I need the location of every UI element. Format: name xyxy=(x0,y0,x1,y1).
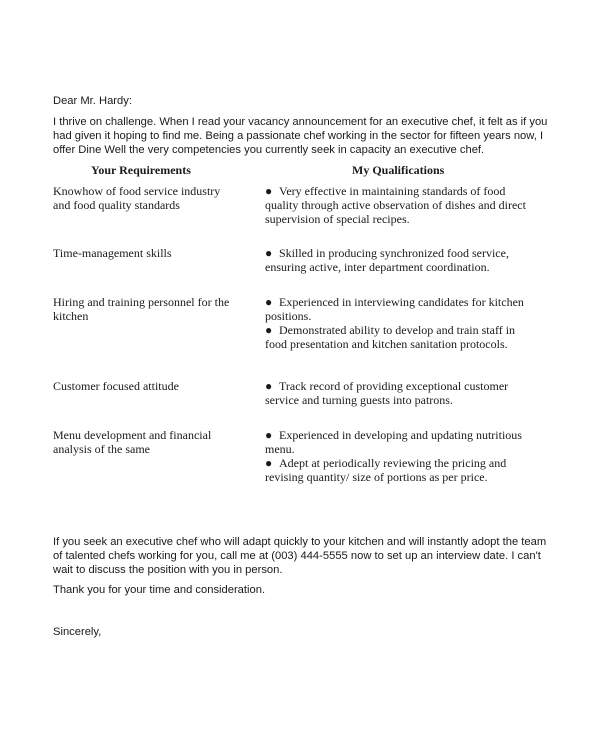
intro-paragraph: I thrive on challenge. When I read your vacancy announcement for an executive chef, it felt as if you had given it hoping to find me. Being a passionate chef working in the sector for fifteen years now, I offer Dine Well the very competencies you currently seek in capacity an executive chef. xyxy=(53,116,548,156)
requirements-header: Your Requirements xyxy=(91,163,191,177)
qualification-item: ● Experienced in interviewing candidates for kitchen positions. xyxy=(265,295,524,323)
qualification-cell xyxy=(265,295,535,351)
qualification-cell xyxy=(265,428,535,484)
qualification-item: ● Very effective in maintaining standards of food quality through active observation of dishes and direct supervision of special recipes. xyxy=(265,184,526,226)
bullet-icon: ● xyxy=(265,295,273,309)
bullet-icon: ● xyxy=(265,428,273,442)
requirement-cell: Menu development and financial analysis of the same xyxy=(53,428,212,456)
qualification-item: ● Track record of providing exceptional customer service and turning guests into patrons. xyxy=(265,379,509,407)
qualification-item: ● Skilled in producing synchronized food service, ensuring active, inter department coordination. xyxy=(265,246,509,274)
qualification-cell xyxy=(265,246,535,274)
qualification-cell xyxy=(265,379,535,407)
qualification-cell xyxy=(265,184,535,226)
signoff: Sincerely, xyxy=(53,626,102,638)
qualification-item: ● Adept at periodically reviewing the pricing and revising quantity/ size of portions as per price. xyxy=(265,456,507,484)
thanks-line: Thank you for your time and consideration. xyxy=(53,584,266,596)
bullet-icon: ● xyxy=(265,246,273,260)
closing-paragraph: If you seek an executive chef who will adapt quickly to your kitchen and will instantly adopt the team of talented chefs working for you, call me at (003) 444-5555 now to set up an interview date. I can't wait to discuss the position with you in person. xyxy=(53,536,547,576)
qualification-item: ● Experienced in developing and updating nutritious menu. xyxy=(265,428,522,456)
requirement-cell: Time-management skills xyxy=(53,246,172,260)
requirement-cell: Knowhow of food service industry and food quality standards xyxy=(53,184,221,212)
bullet-icon: ● xyxy=(265,323,273,337)
qualifications-header: My Qualifications xyxy=(352,163,445,177)
requirement-cell: Hiring and training personnel for the kitchen xyxy=(53,295,230,323)
qualification-item: ● Demonstrated ability to develop and train staff in food presentation and kitchen sanitation protocols. xyxy=(265,323,516,351)
greeting: Dear Mr. Hardy: xyxy=(53,95,132,107)
bullet-icon: ● xyxy=(265,456,273,470)
bullet-icon: ● xyxy=(265,379,273,393)
requirement-cell: Customer focused attitude xyxy=(53,379,179,393)
bullet-icon: ● xyxy=(265,184,273,198)
